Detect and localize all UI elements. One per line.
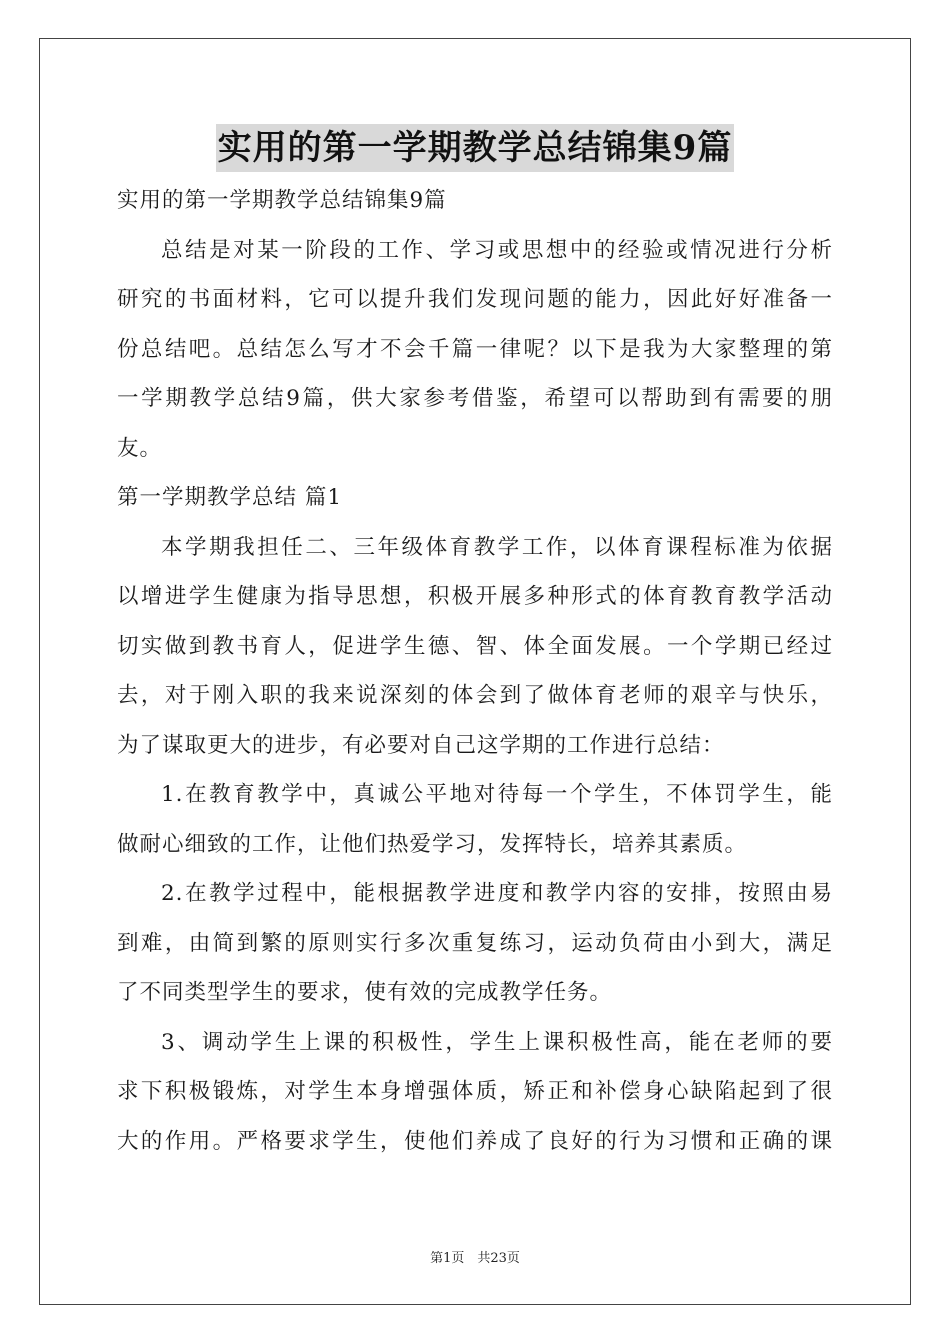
text-line: 大的作用。严格要求学生，使他们养成了良好的行为习惯和正确的课 <box>117 1128 833 1154</box>
text-line: 1.在教育教学中，真诚公平地对待每一个学生，不体罚学生，能 <box>161 782 833 807</box>
text-line: 做耐心细致的工作，让他们热爱学习，发挥特长，培养其素质。 <box>117 831 748 857</box>
text-line: 切实做到教书育人，促进学生德、智、体全面发展。一个学期已经过 <box>117 633 833 659</box>
text-line: 总结是对某一阶段的工作、学习或思想中的经验或情况进行分析 <box>161 237 833 263</box>
text-line: 去，对于刚入职的我来说深刻的体会到了做体育老师的艰辛与快乐， <box>117 683 833 708</box>
text-line: 2.在教学过程中，能根据教学进度和教学内容的安排，按照由易 <box>161 881 833 906</box>
text-line: 份总结吧。总结怎么写才不会千篇一律呢？以下是我为大家整理的第 <box>117 336 833 362</box>
text-line: 了不同类型学生的要求，使有效的完成教学任务。 <box>117 980 613 1005</box>
document-title: 实用的第一学期教学总结锦集9篇 <box>216 124 735 172</box>
text-line: 以增进学生健康为指导思想，积极开展多种形式的体育教育教学活动 <box>117 584 833 609</box>
document-body <box>117 176 833 1166</box>
text-line: 友。 <box>117 435 163 461</box>
text-line: 到难，由简到繁的原则实行多次重复练习，运动负荷由小到大，满足 <box>117 930 833 956</box>
text-line: 3、调动学生上课的积极性，学生上课积极性高，能在老师的要 <box>161 1029 833 1055</box>
page-footer: 第1页 共23页 <box>430 1251 520 1266</box>
text-line: 第一学期教学总结 篇1 <box>117 485 343 510</box>
text-line: 为了谋取更大的进步，有必要对自己这学期的工作进行总结： <box>117 732 725 758</box>
text-line: 一学期教学总结9篇，供大家参考借鉴，希望可以帮助到有需要的朋 <box>117 386 833 411</box>
text-line: 本学期我担任二、三年级体育教学工作，以体育课程标准为依据 <box>161 534 833 560</box>
title-container <box>0 124 950 172</box>
text-line: 求下积极锻炼，对学生本身增强体质，矫正和补偿身心缺陷起到了很 <box>117 1079 833 1104</box>
text-line: 研究的书面材料，它可以提升我们发现问题的能力，因此好好准备一 <box>117 287 833 312</box>
text-line: 实用的第一学期教学总结锦集9篇 <box>117 188 447 213</box>
